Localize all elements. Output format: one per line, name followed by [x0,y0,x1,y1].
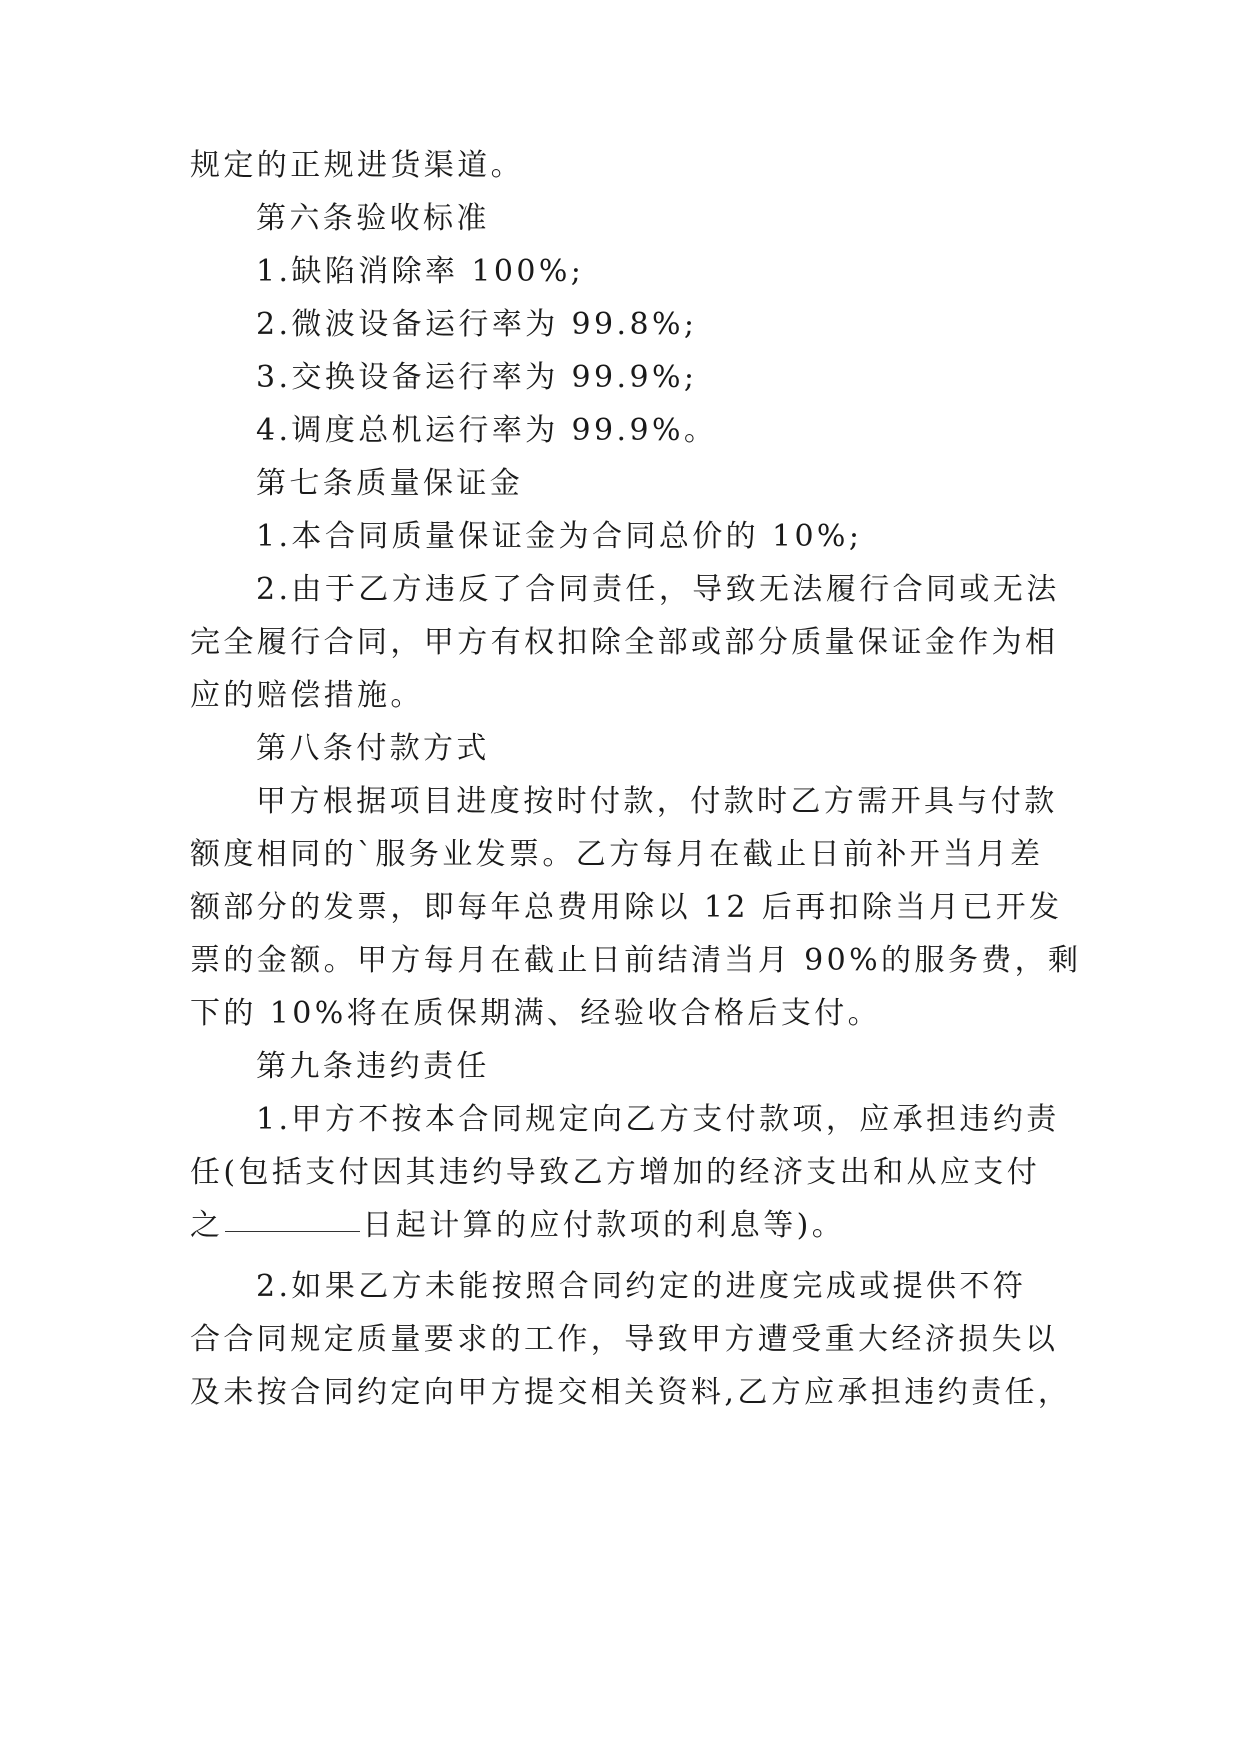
list-item: 2.微波设备运行率为 99.8%; [256,307,698,342]
text-line: 票的金额。甲方每月在截止日前结清当月 90%的服务费，剩 [190,943,1082,978]
list-item: 2.如果乙方未能按照合同约定的进度完成或提供不符 [256,1269,1027,1304]
list-item: 3.交换设备运行率为 99.9%; [256,360,698,395]
text-line: 下的 10%将在质保期满、经验收合格后支付。 [190,996,882,1031]
text-line: 应的赔偿措施。 [190,678,424,713]
text-before-blank: 之 [190,1208,224,1243]
paragraph-line: 甲方根据项目进度按时付款，付款时乙方需开具与付款 [256,784,1058,819]
list-item: 1.本合同质量保证金为合同总价的 10%; [256,519,863,554]
list-item: 2.由于乙方违反了合同责任，导致无法履行合同或无法 [256,572,1060,607]
section-heading: 第七条质量保证金 [256,466,524,501]
section-heading: 第六条验收标准 [256,201,490,236]
text-line: 额部分的发票，即每年总费用除以 12 后再扣除当月已开发 [190,890,1063,925]
list-item: 4.调度总机运行率为 99.9%。 [256,413,718,448]
text-line: 规定的正规进货渠道。 [190,148,524,183]
text-line: 任(包括支付因其违约导致乙方增加的经济支出和从应支付 [190,1155,1041,1190]
section-heading: 第八条付款方式 [256,731,490,766]
text-line: 合合同规定质量要求的工作，导致甲方遭受重大经济损失以 [190,1322,1059,1357]
list-item: 1.甲方不按本合同规定向乙方支付款项，应承担违约责 [256,1102,1060,1137]
text-after-blank: 日起计算的应付款项的利息等)。 [362,1208,846,1243]
text-line: 完全履行合同，甲方有权扣除全部或部分质量保证金作为相 [190,625,1059,660]
text-line: 额度相同的`服务业发票。乙方每月在截止日前补开当月差 [190,837,1044,872]
fill-in-blank [225,1230,360,1232]
section-heading: 第九条违约责任 [256,1049,490,1084]
text-line-with-blank [190,1197,1050,1255]
list-item: 1.缺陷消除率 100%; [256,254,585,289]
text-line: 及未按合同约定向甲方提交相关资料,乙方应承担违约责任， [190,1375,1072,1410]
